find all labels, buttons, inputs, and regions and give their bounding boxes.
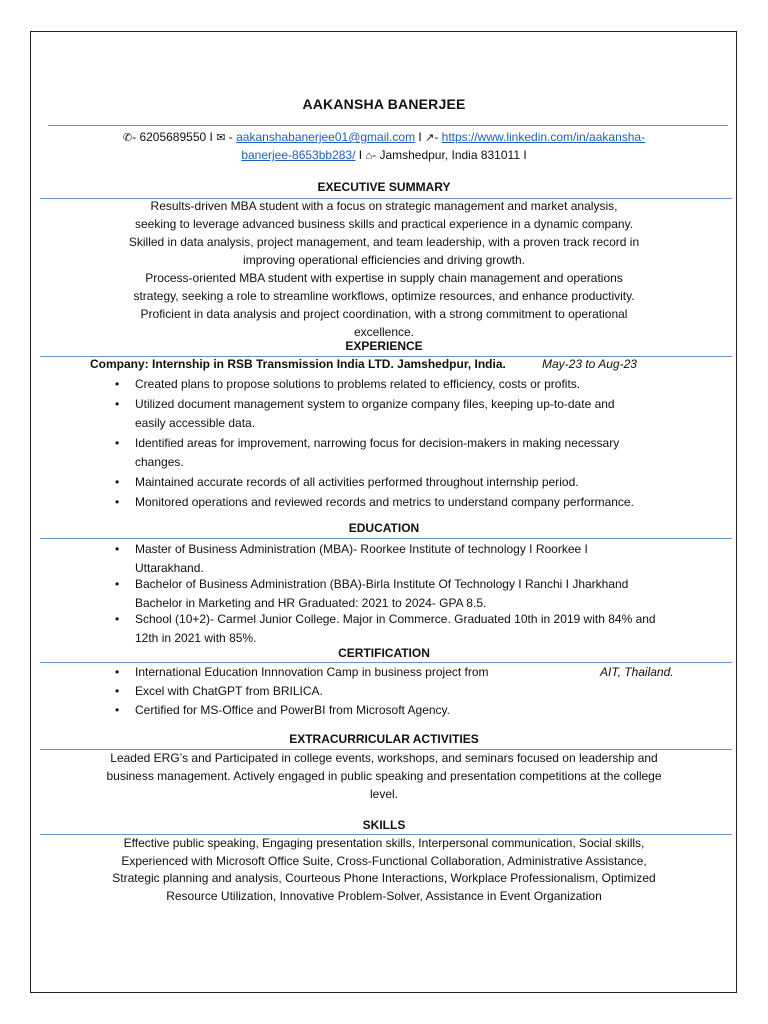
email-link[interactable]: aakanshabanerjee01@gmail.com (236, 130, 416, 144)
list-item-line: Monitored operations and reviewed records and metrics to understand company performance. (135, 495, 634, 509)
section-heading-education: EDUCATION (348, 521, 420, 535)
list-item-text (135, 493, 685, 512)
summary-line: strategy, seeking a role to streamline workflows, optimize resources, and enhance productivity. (133, 289, 635, 303)
bullet: • (115, 495, 120, 509)
list-item-line: School (10+2)- Carmel Junior College. Major in Commerce. Graduated 10th in 2019 with 84% and (135, 612, 656, 626)
summary-line: Process-oriented MBA student with expertise in supply chain management and operations (145, 271, 623, 285)
extracurricular-line: business management. Actively engaged in public speaking and presentation competitions at the college (106, 769, 662, 783)
contact-line-1: ✆- 6205689550 I ✉ - aakanshabanerjee01@gmail.com I ↗- https://www.linkedin.com/in/aakansha- (0, 128, 768, 147)
phone-number: - 6205689550 I (132, 130, 213, 144)
linkedin-link-part-2[interactable]: banerjee-8653bb283/ (241, 148, 356, 162)
summary-line: seeking to leverage advanced business skills and practical experience in a dynamic company. (134, 217, 634, 231)
section-heading-extracurricular: EXTRACURRICULAR ACTIVITIES (289, 732, 479, 746)
list-item-line: Created plans to propose solutions to problems related to efficiency, costs or profits. (135, 377, 581, 391)
list-item-text (135, 610, 685, 648)
bullet: • (115, 703, 120, 717)
list-item-line: Master of Business Administration (MBA)- Roorkee Institute of technology I Roorkee I (135, 542, 588, 556)
list-item-line: Utilized document management system to organize company files, keeping up-to-date and (135, 397, 615, 411)
extracurricular-line: Leaded ERG’s and Participated in college events, workshops, and seminars focused on leadership and (110, 751, 658, 765)
bullet: • (115, 542, 120, 556)
skills-line: Resource Utilization, Innovative Problem-Solver, Assistance in Event Organization (166, 888, 602, 903)
list-item-text (135, 375, 685, 394)
divider (48, 125, 728, 126)
section-heading-summary: EXECUTIVE SUMMARY (317, 180, 451, 194)
skills-line: Strategic planning and analysis, Courteous Phone Interactions, Workplace Professionalism, Optimized (112, 871, 656, 885)
skills-line: Experienced with Microsoft Office Suite, Cross-Functional Collaboration, Administrative Assistance, (121, 853, 647, 868)
list-item-line: Maintained accurate records of all activities performed throughout internship period. (135, 475, 579, 489)
experience-company: Company: Internship in RSB Transmission India LTD. Jamshedpur, India. (90, 357, 506, 371)
list-item-line: Uttarakhand. (135, 561, 204, 575)
list-item-text (135, 473, 685, 492)
certification-item: International Education Innnovation Camp in business project from (135, 665, 489, 679)
bullet: • (115, 436, 120, 450)
experience-dates: May-23 to Aug-23 (542, 357, 637, 371)
bullet: • (115, 577, 120, 591)
bullet: • (115, 665, 120, 679)
link-icon: ↗ (425, 132, 435, 144)
list-item-line: 12th in 2021 with 85%. (135, 631, 257, 645)
list-item-line: changes. (135, 455, 184, 469)
bullet: • (115, 684, 120, 698)
certification-place: AIT, Thailand. (600, 665, 674, 679)
mail-icon: ✉ (216, 132, 226, 144)
list-item-line: Identified areas for improvement, narrowing focus for decision-makers in making necessary (135, 436, 620, 450)
contact-line-2: banerjee-8653bb283/ I ⌂- Jamshedpur, India 831011 I (0, 146, 768, 165)
list-item-text (135, 540, 685, 578)
location: - Jamshedpur, India 831011 I (372, 148, 527, 162)
list-item-text (135, 395, 685, 433)
summary-line: Skilled in data analysis, project management, and team leadership, with a proven track record in (128, 235, 640, 249)
bullet: • (115, 397, 120, 411)
section-heading-experience: EXPERIENCE (345, 339, 423, 353)
list-item-line: Bachelor of Business Administration (BBA)-Birla Institute Of Technology I Ranchi I Jharkhand (135, 577, 629, 591)
summary-line: Proficient in data analysis and project coordination, with a strong commitment to operational (140, 307, 628, 321)
list-item-text (135, 434, 685, 472)
summary-line: excellence. (353, 325, 415, 339)
summary-line: improving operational efficiencies and driving growth. (243, 253, 525, 267)
extracurricular-line: level. (369, 787, 398, 801)
list-item-line: Bachelor in Marketing and HR Graduated: 2021 to 2024- GPA 8.5. (135, 596, 487, 610)
bullet: • (115, 612, 120, 626)
section-heading-certification: CERTIFICATION (338, 646, 430, 660)
bullet: • (115, 377, 120, 391)
section-heading-skills: SKILLS (362, 818, 406, 832)
divider (40, 538, 732, 539)
certification-item: Certified for MS-Office and PowerBI from Microsoft Agency. (135, 703, 450, 717)
bullet: • (115, 475, 120, 489)
home-icon: ⌂ (365, 150, 373, 162)
skills-line: Effective public speaking, Engaging presentation skills, Interpersonal communication, Social skills, (123, 836, 645, 850)
list-item-text (135, 575, 685, 613)
summary-line: Results-driven MBA student with a focus on strategic management and market analysis, (150, 199, 618, 213)
linkedin-link-part-1[interactable]: https://www.linkedin.com/in/aakansha- (441, 130, 646, 144)
candidate-name: AAKANSHA BANERJEE (302, 96, 466, 112)
phone-icon: ✆ (122, 132, 133, 144)
list-item-line: easily accessible data. (135, 416, 256, 430)
certification-item: Excel with ChatGPT from BRILICA. (135, 684, 323, 698)
